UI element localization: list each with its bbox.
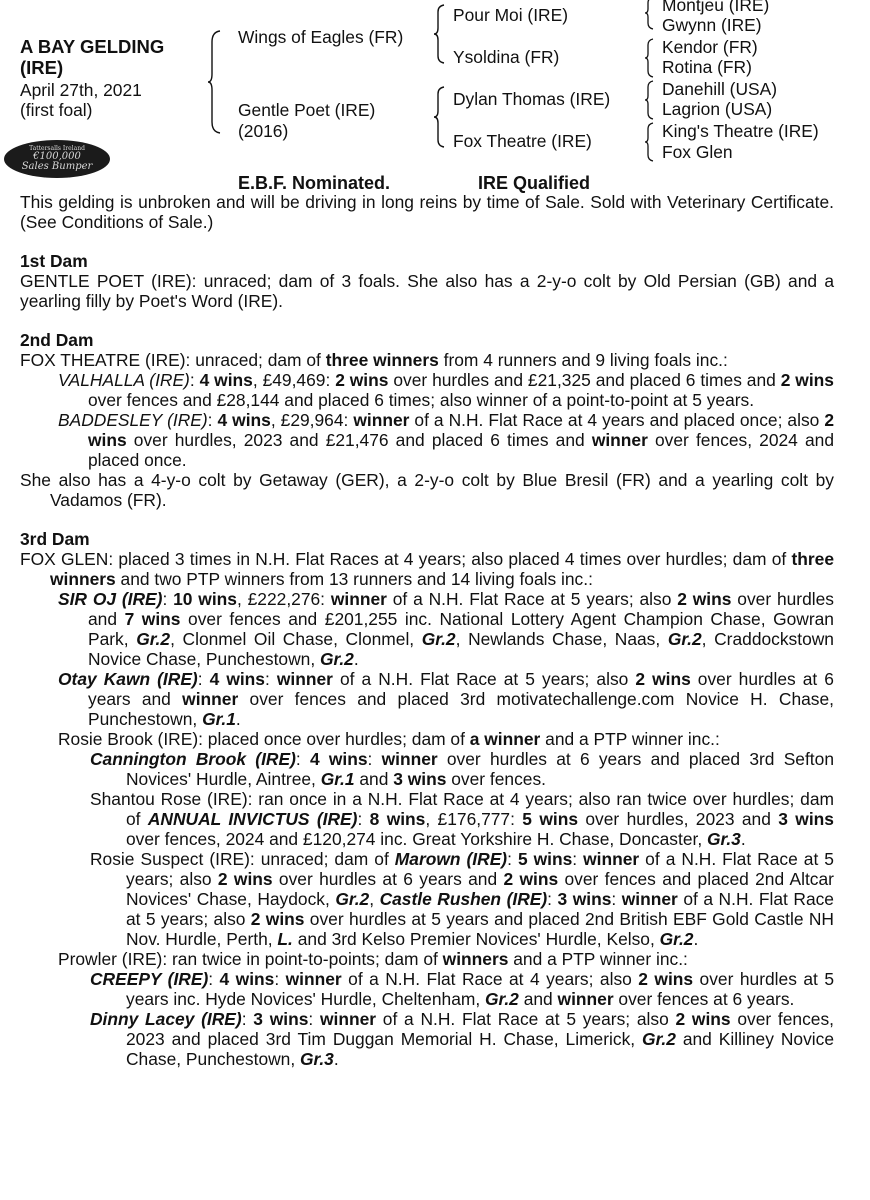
sire-sire: Pour Moi (IRE) <box>453 5 568 25</box>
badge-line3: Sales Bumper <box>21 161 93 172</box>
foaled-date: April 27th, 2021 <box>20 80 142 100</box>
ds-sire: Danehill (USA) <box>662 79 778 99</box>
first-dam-text: GENTLE POET (IRE): unraced; dam of 3 foals. She also has a 2-y-o colt by Old Persian (GB) and a yearling filly by Poet's Word (IRE). <box>20 271 834 311</box>
catalogue-page <box>20 192 834 1069</box>
sire-name: Wings of Eagles (FR) <box>238 27 404 47</box>
horse-name: Marown (IRE) <box>394 849 508 869</box>
horse-name: BADDESLEY (IRE) <box>58 410 208 430</box>
sales-bumper-badge <box>4 140 110 178</box>
horse-name: ANNUAL INVICTUS (IRE) <box>147 809 358 829</box>
second-dam-also: She also has a 4-y-o colt by Getaway (GER), a 2-y-o colt by Blue Bresil (FR) and a yearling colt by Vadamos (FR). <box>20 470 834 510</box>
daughter-shantou-rose: Shantou Rose (IRE): ran once in a N.H. Flat Race at 4 years; also ran twice over hurdles; dam of ANNUAL INVICTUS (IRE): 8 wins, £176,777: 5 wins over hurdles, 2023 and 3 wins over fences, 2024 and £120,274 inc. Great Yorkshire H. Chase, Doncaster, Gr.3. <box>90 789 834 849</box>
ds-dam: Lagrion (USA) <box>662 99 773 119</box>
pedigree-brace <box>434 4 446 64</box>
lot-title-line1: A BAY GELDING <box>20 36 165 57</box>
horse-name: Cannington Brook (IRE) <box>90 749 296 769</box>
dam-sire: Dylan Thomas (IRE) <box>453 89 611 109</box>
progeny-dinny-lacey: Dinny Lacey (IRE): 3 wins: winner of a N.H. Flat Race at 5 years; also 2 wins over fences, 2023 and placed 3rd Tim Duggan Memorial H. Chase, Limerick, Gr.2 and Killiney Novice Chase, Punchestown, Gr.3. <box>90 1009 834 1069</box>
progeny-cannington-brook: Cannington Brook (IRE): 4 wins: winner over hurdles at 6 years and placed 3rd Sefton Novices' Hurdle, Aintree, Gr.1 and 3 wins over fences. <box>90 749 834 789</box>
progeny-baddesley: BADDESLEY (IRE): 4 wins, £29,964: winner of a N.H. Flat Race at 4 years and placed once; also 2 wins over hurdles, 2023 and £21,476 and placed 6 times and winner over fences, 2024 and placed once. <box>58 410 834 470</box>
third-dam-heading: 3rd Dam <box>20 529 90 549</box>
progeny-creepy: CREEPY (IRE): 4 wins: winner of a N.H. Flat Race at 4 years; also 2 wins over hurdles at 5 years inc. Hyde Novices' Hurdle, Cheltenham, Gr.2 and winner over fences at 6 years. <box>90 969 834 1009</box>
progeny-valhalla: VALHALLA (IRE): 4 wins, £49,469: 2 wins over hurdles and £21,325 and placed 6 times and 2 wins over fences and £28,144 and placed 6 times; also winner of a point-to-point at 5 years. <box>58 370 834 410</box>
intro-paragraph: This gelding is unbroken and will be driving in long reins by time of Sale. Sold with Veterinary Certificate. (See Conditions of Sale.) <box>20 192 834 232</box>
first-dam-heading: 1st Dam <box>20 251 88 271</box>
horse-name: Otay Kawn (IRE) <box>58 669 198 689</box>
pedigree-brace <box>645 122 655 162</box>
pedigree-brace <box>645 80 655 120</box>
dd-dam: Fox Glen <box>662 142 733 162</box>
ss-sire: Montjeu (IRE) <box>662 0 770 15</box>
horse-name: CREEPY (IRE) <box>90 969 209 989</box>
progeny-otay-kawn: Otay Kawn (IRE): 4 wins: winner of a N.H. Flat Race at 5 years; also 2 wins over hurdles at 6 years and winner over fences and placed 3rd motivatechallenge.com Novice H. Chase, Punchestown, Gr.1. <box>58 669 834 729</box>
badge-line2: €100,000 <box>33 151 81 162</box>
daughter-rosie-brook: Rosie Brook (IRE): placed once over hurdles; dam of a winner and a PTP winner inc.: <box>58 729 720 749</box>
dam-dam: Fox Theatre (IRE) <box>453 131 592 151</box>
second-dam-heading: 2nd Dam <box>20 330 94 350</box>
sire-dam: Ysoldina (FR) <box>453 47 560 67</box>
foal-note: (first foal) <box>20 100 93 120</box>
daughter-rosie-suspect: Rosie Suspect (IRE): unraced; dam of Marown (IRE): 5 wins: winner of a N.H. Flat Race at 5 years; also 2 wins over hurdles at 6 years and 2 wins over fences and placed 2nd Altcar Novices' Chase, Haydock, Gr.2, Castle Rushen (IRE): 3 wins: winner of a N.H. Flat Race at 5 years; also 2 wins over hurdles at 5 years and placed 2nd British EBF Gold Castle NH Nov. Hurdle, Perth, L. and 3rd Kelso Premier Novices' Hurdle, Kelso, Gr.2. <box>90 849 834 949</box>
horse-name: VALHALLA (IRE) <box>58 370 190 390</box>
dam-name: Gentle Poet (IRE) <box>238 100 376 120</box>
ire-qualified: IRE Qualified <box>478 173 591 193</box>
pedigree-brace <box>434 86 446 148</box>
daughter-prowler: Prowler (IRE): ran twice in point-to-points; dam of winners and a PTP winner inc.: <box>58 949 688 969</box>
pedigree-brace <box>208 30 222 134</box>
dam-year: (2016) <box>238 121 289 141</box>
ss-dam: Gwynn (IRE) <box>662 15 762 35</box>
sd-dam: Rotina (FR) <box>662 57 752 77</box>
horse-name: SIR OJ (IRE) <box>58 589 163 609</box>
progeny-sir-oj: SIR OJ (IRE): 10 wins, £222,276: winner of a N.H. Flat Race at 5 years; also 2 wins over hurdles and 7 wins over fences and £201,255 inc. National Lottery Agent Champion Chase, Gowran Park, Gr.2, Clonmel Oil Chase, Clonmel, Gr.2, Newlands Chase, Naas, Gr.2, Craddockstown Novice Chase, Punchestown, Gr.2. <box>58 589 834 669</box>
badge-line1: Tattersalls Ireland <box>29 145 85 152</box>
pedigree-table <box>0 0 870 170</box>
horse-name: Dinny Lacey (IRE) <box>90 1009 242 1029</box>
second-dam-intro: FOX THEATRE (IRE): unraced; dam of three winners from 4 runners and 9 living foals inc.: <box>20 350 728 370</box>
sd-sire: Kendor (FR) <box>662 37 758 57</box>
lot-title-line2: (IRE) <box>20 57 64 78</box>
pedigree-brace <box>645 0 655 30</box>
third-dam-intro: FOX GLEN: placed 3 times in N.H. Flat Races at 4 years; also placed 4 times over hurdles; dam of three winners and two PTP winners from 13 runners and 14 living foals inc.: <box>20 549 834 589</box>
dd-sire: King's Theatre (IRE) <box>662 121 819 141</box>
ebf-nominated: E.B.F. Nominated. <box>238 173 391 193</box>
pedigree-brace <box>645 38 655 78</box>
horse-name: Castle Rushen (IRE) <box>379 889 548 909</box>
